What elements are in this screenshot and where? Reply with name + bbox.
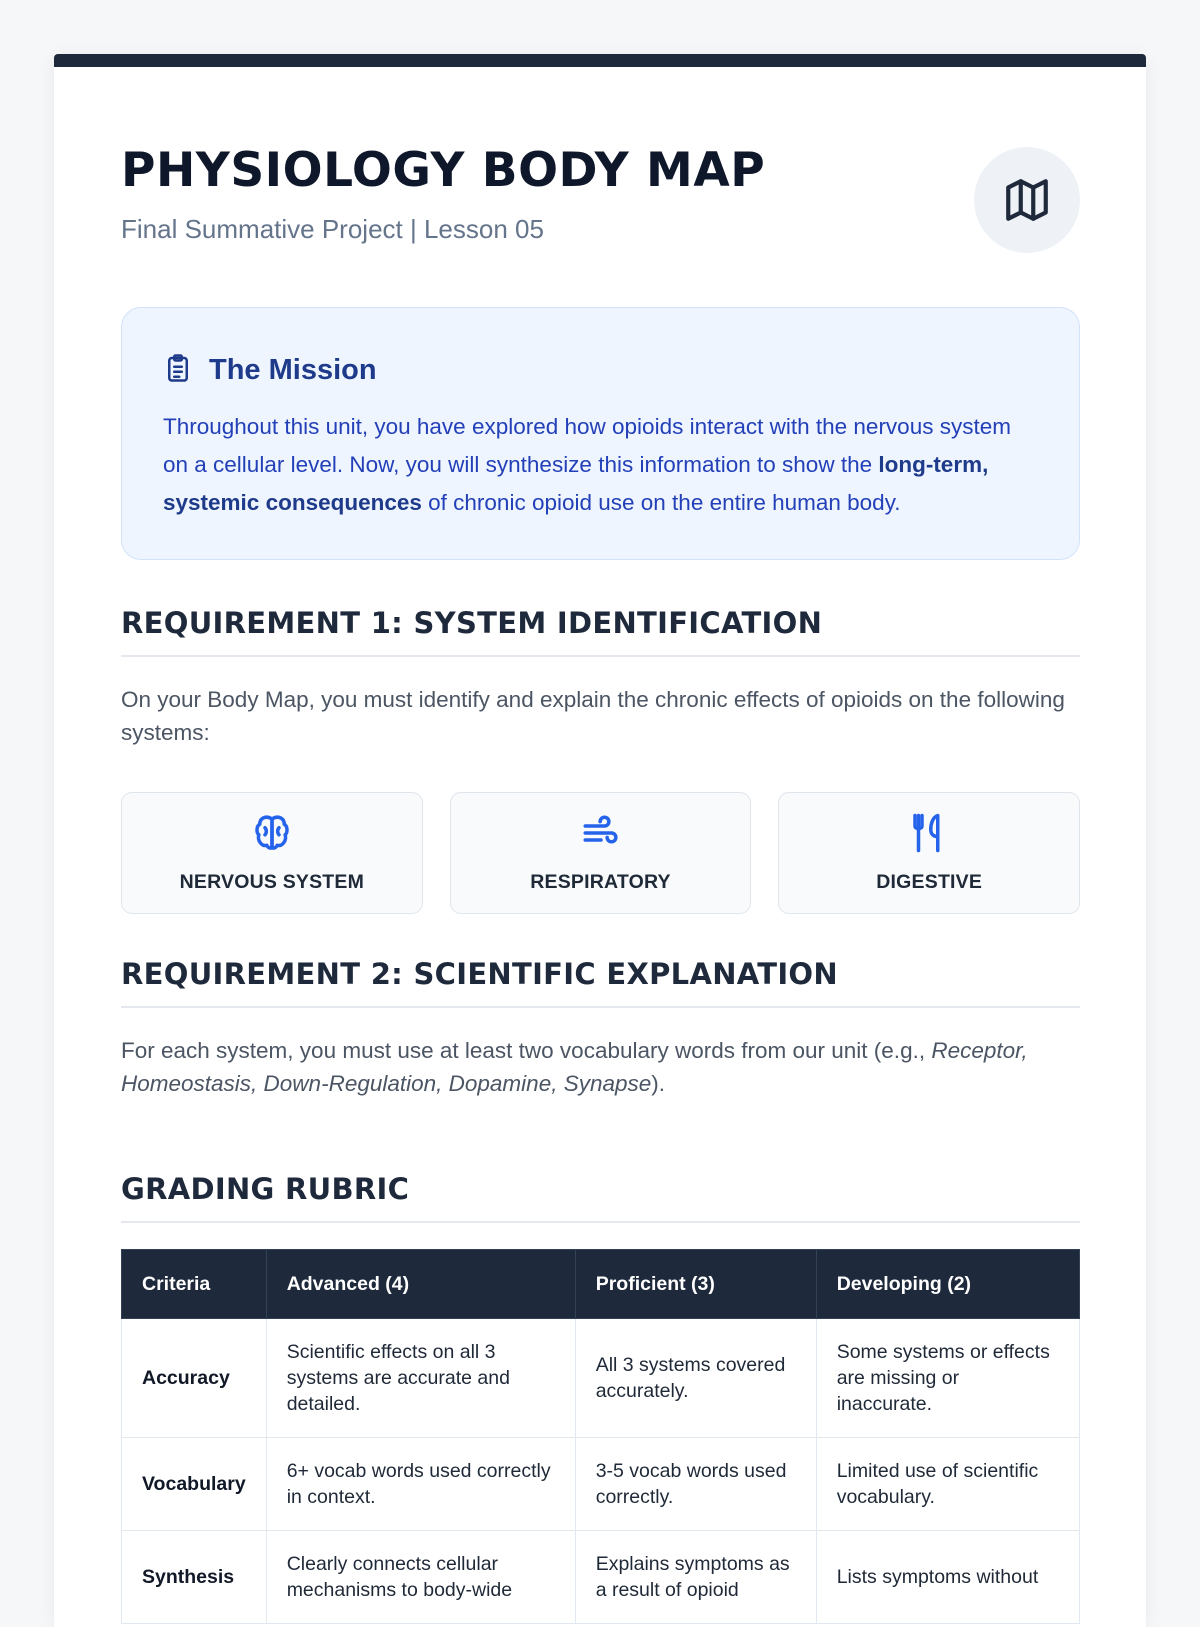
mission-title: The Mission (209, 353, 377, 386)
column-header: Criteria (122, 1250, 267, 1319)
table-cell: Limited use of scientific vocabulary. (816, 1438, 1079, 1531)
page-subtitle: Final Summative Project | Lesson 05 (121, 214, 544, 244)
map-icon (974, 147, 1080, 253)
system-label: NERVOUS SYSTEM (179, 871, 365, 893)
rubric-table (121, 1249, 1080, 1624)
requirement-1-heading: REQUIREMENT 1: SYSTEM IDENTIFICATION (121, 605, 1080, 657)
criteria-cell: Synthesis (122, 1531, 267, 1624)
clipboard-icon (163, 352, 193, 389)
table-row (122, 1438, 1080, 1531)
mission-header (163, 350, 1038, 390)
requirement-2-text-end: ). (651, 1071, 666, 1096)
vocabulary-examples: Receptor, Homeostasis, Down-Regulation, Dopamine, Synapse (121, 1038, 1028, 1096)
rubric-header-row (122, 1250, 1080, 1319)
system-label: DIGESTIVE (876, 871, 983, 893)
utensils-icon (908, 812, 950, 859)
table-cell: Explains symptoms as a result of opioid (575, 1531, 816, 1624)
table-cell: All 3 systems covered accurately. (575, 1319, 816, 1438)
column-header: Developing (2) (816, 1250, 1079, 1319)
column-header: Advanced (4) (266, 1250, 575, 1319)
table-cell: 3-5 vocab words used correctly. (575, 1438, 816, 1531)
criteria-cell: Accuracy (122, 1319, 267, 1438)
table-cell: Lists symptoms without (816, 1531, 1079, 1624)
criteria-cell: Vocabulary (122, 1438, 267, 1531)
mission-text (163, 408, 1038, 522)
mission-text-emphasis: long-term, systemic consequences (163, 452, 989, 515)
system-card-digestive (778, 792, 1080, 914)
mission-box (121, 307, 1080, 560)
assignment-card (54, 54, 1146, 1627)
column-header: Proficient (3) (575, 1250, 816, 1319)
table-cell: Some systems or effects are missing or inaccurate. (816, 1319, 1079, 1438)
table-cell: Clearly connects cellular mechanisms to body-wide (266, 1531, 575, 1624)
rubric-section (121, 1171, 1080, 1624)
mission-text-intro: Throughout this unit, you have explored how opioids interact with the nervous system on a cellular level. Now, you will synthesize this information to show the (163, 414, 1011, 477)
table-cell: 6+ vocab words used correctly in context. (266, 1438, 575, 1531)
system-card-nervous (121, 792, 423, 914)
requirement-2-heading: REQUIREMENT 2: SCIENTIFIC EXPLANATION (121, 956, 1080, 1008)
requirement-2-section (121, 956, 1080, 1100)
system-card-respiratory (450, 792, 752, 914)
system-label: RESPIRATORY (530, 871, 671, 893)
page-title: PHYSIOLOGY BODY MAP (121, 143, 766, 198)
systems-list (121, 792, 1080, 914)
table-row (122, 1319, 1080, 1438)
wind-icon (580, 812, 622, 859)
table-cell: Scientific effects on all 3 systems are accurate and detailed. (266, 1319, 575, 1438)
requirement-2-text (121, 1034, 1080, 1100)
requirement-1-text: On your Body Map, you must identify and explain the chronic effects of opioids on the following systems: (121, 687, 1065, 745)
requirement-2-text-intro: For each system, you must use at least two vocabulary words from our unit (e.g., (121, 1038, 932, 1063)
brain-icon (251, 812, 293, 859)
table-row (122, 1531, 1080, 1624)
mission-text-end: of chronic opioid use on the entire human body. (421, 490, 901, 515)
rubric-heading: GRADING RUBRIC (121, 1171, 1080, 1223)
requirement-1-section (121, 605, 1080, 749)
